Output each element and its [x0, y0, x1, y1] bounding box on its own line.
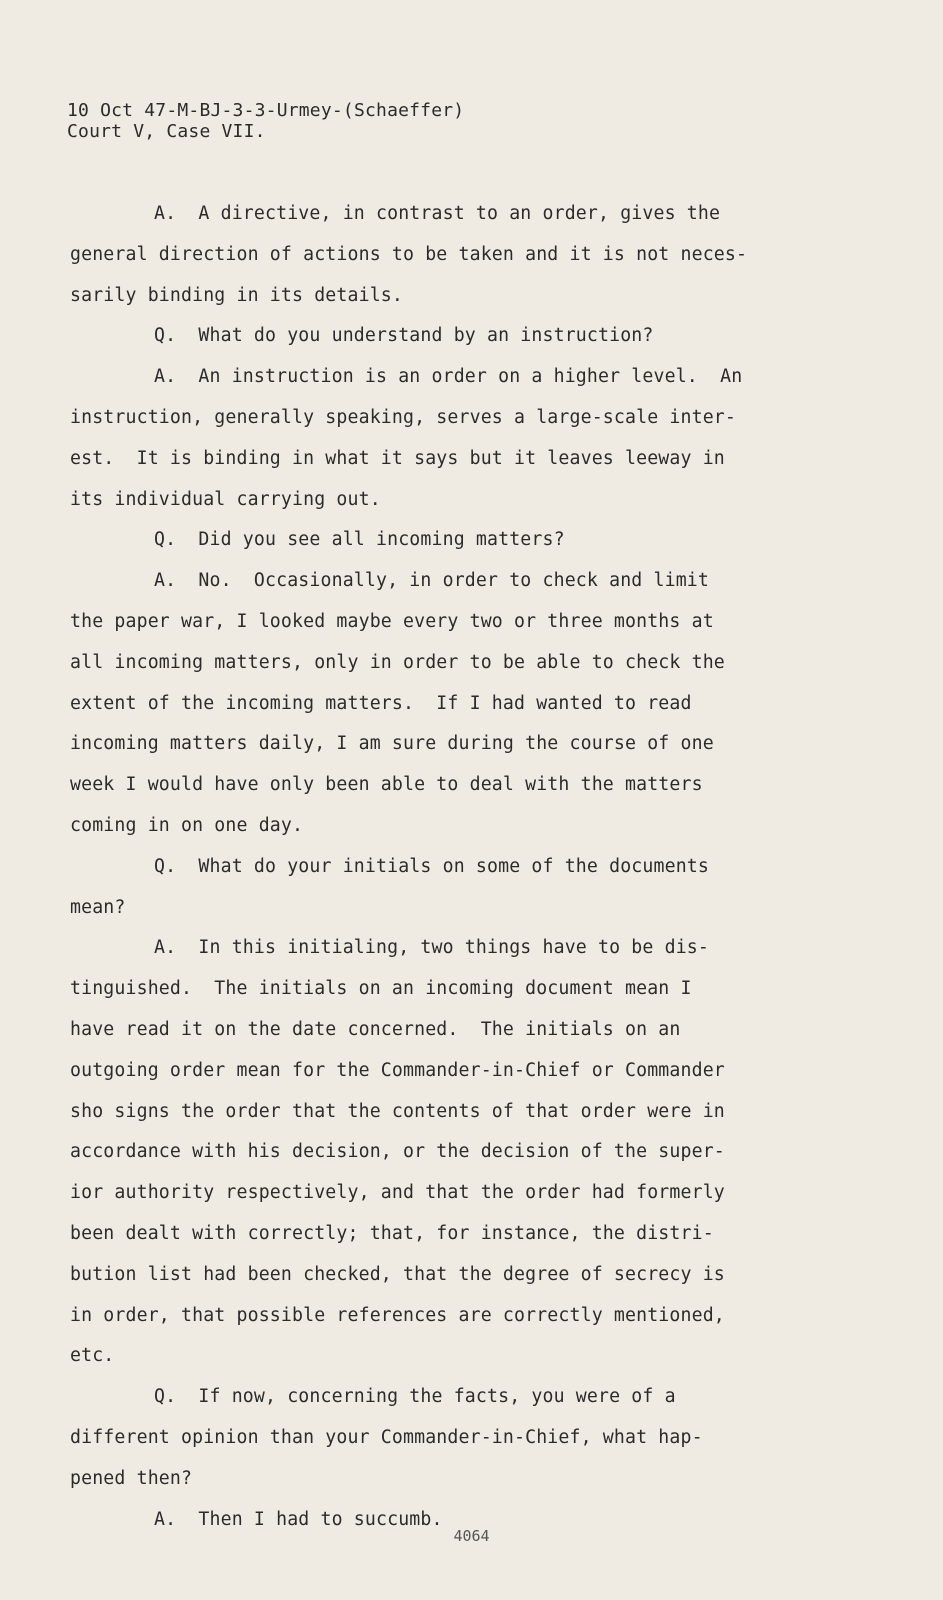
transcript-line: etc.	[70, 1345, 115, 1367]
transcript-line: coming in on one day.	[70, 814, 304, 836]
transcript-line: accordance with his decision, or the decision of the super-	[70, 1141, 725, 1163]
transcript-line: week I would have only been able to deal with the matters	[70, 774, 703, 796]
transcript-line: the paper war, I looked maybe every two or three months at	[70, 610, 714, 632]
transcript-line: A. A directive, in contrast to an order, gives the	[154, 203, 721, 224]
transcript-line: est. It is binding in what it says but it leaves leeway in	[70, 447, 725, 469]
transcript-line: Q. If now, concerning the facts, you were of a	[154, 1386, 676, 1408]
transcript-line: instruction, generally speaking, serves a large-scale inter-	[70, 406, 736, 428]
transcript-line: extent of the incoming matters. If I had wanted to read	[70, 692, 692, 714]
transcript-line: A. Then I had to succumb.	[154, 1508, 443, 1530]
transcript-line: different opinion than your Commander-in-Chief, what hap-	[70, 1426, 703, 1448]
transcript-line: A. No. Occasionally, in order to check and limit	[154, 570, 709, 592]
transcript-line: Q. What do your initials on some of the documents	[154, 855, 709, 877]
transcript-line: Q. Did you see all incoming matters?	[154, 529, 565, 551]
transcript-line: been dealt with correctly; that, for instance, the distri-	[70, 1222, 714, 1244]
transcript-body	[70, 194, 900, 1540]
transcript-line: have read it on the date concerned. The initials on an	[70, 1018, 681, 1040]
transcript-line: A. In this initialing, two things have to be dis-	[154, 937, 709, 959]
transcript-line: outgoing order mean for the Commander-in-Chief or Commander	[70, 1059, 725, 1081]
page-number: 4064	[453, 1527, 490, 1545]
transcript-line: A. An instruction is an order on a higher level. An	[154, 366, 743, 388]
transcript-line: pened then?	[70, 1467, 193, 1489]
transcript-line: mean?	[70, 896, 126, 918]
transcript-line: Q. What do you understand by an instruction?	[154, 325, 654, 347]
transcript-line: sarily binding in its details.	[70, 284, 403, 306]
transcript-line: its individual carrying out.	[70, 488, 381, 510]
transcript-line: in order, that possible references are correctly mentioned,	[70, 1304, 725, 1326]
header-reference-line: 10 Oct 47-M-BJ-3-3-Urmey-(Schaeffer)	[67, 100, 465, 121]
transcript-line: tinguished. The initials on an incoming document mean I	[70, 978, 692, 1000]
transcript-line: incoming matters daily, I am sure during the course of one	[70, 733, 714, 755]
transcript-line: sho signs the order that the contents of that order were in	[70, 1100, 725, 1122]
transcript-line: bution list had been checked, that the degree of secrecy is	[70, 1263, 725, 1285]
transcript-line: general direction of actions to be taken and it is not neces-	[70, 243, 748, 265]
transcript-line: ior authority respectively, and that the order had formerly	[70, 1182, 725, 1204]
document-header	[67, 100, 464, 142]
transcript-line: all incoming matters, only in order to be able to check the	[70, 651, 725, 673]
header-court-line: Court V, Case VII.	[67, 121, 266, 142]
